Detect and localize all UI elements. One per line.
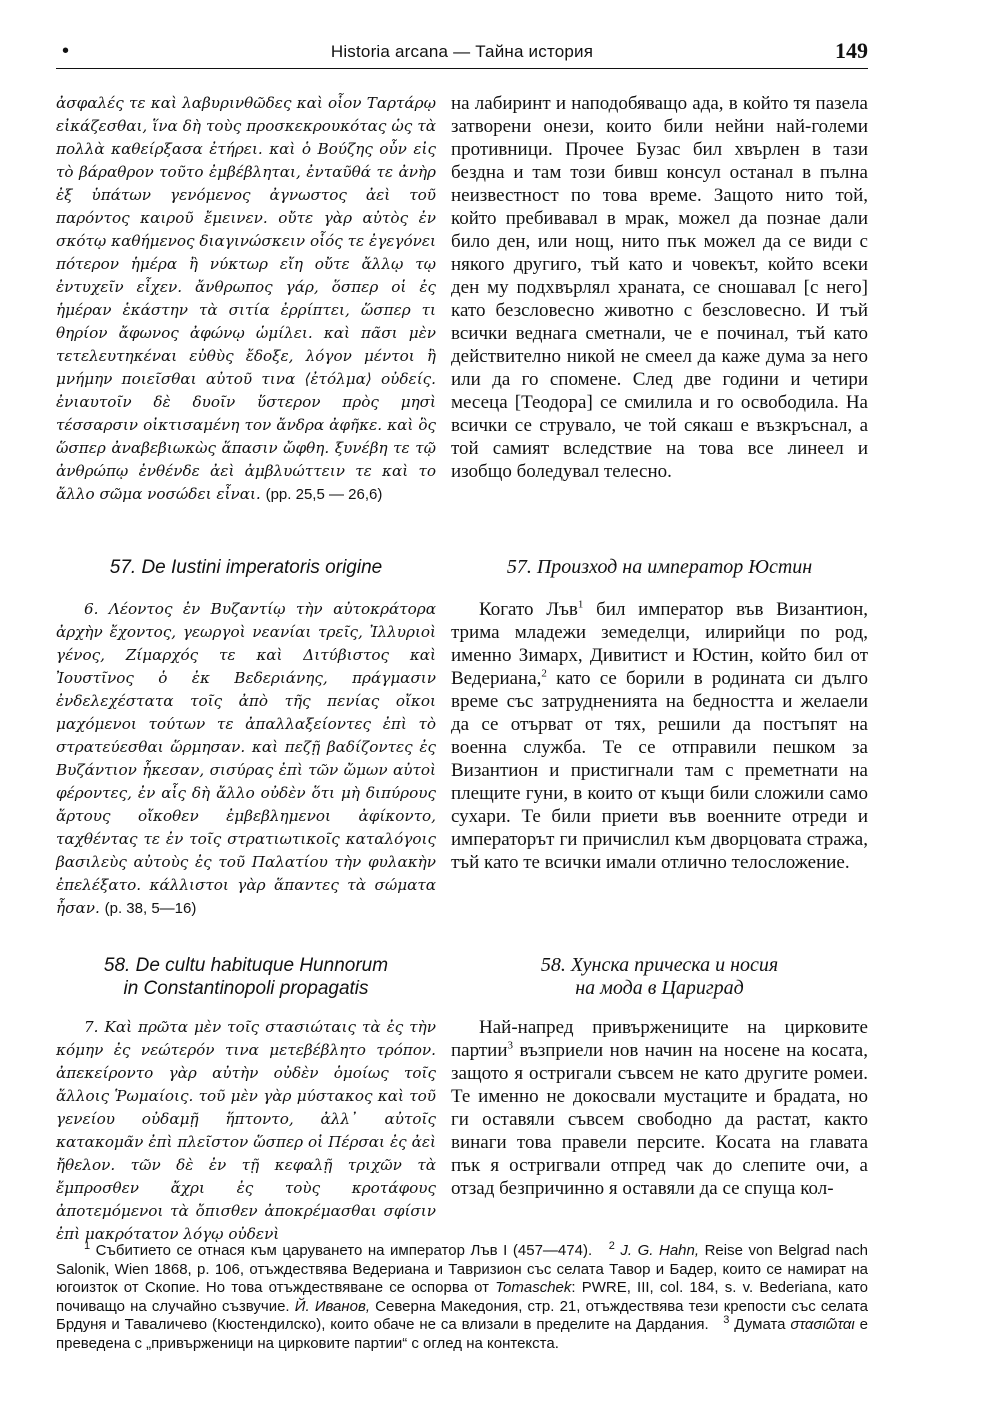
bulgarian-text: на лабиринт и наподобяващо ада, в който тя пазела затворени онези, които били нейни най-големи противници. Прочее Бузас бил хвърлен в тази бездна и там този бивш консул останал в пълна неизвестност по това време. Защото нито той, който пребивавал в мрак, можел да познае дали било ден, или нощ, нито пък можел да се види с някого другиго, тъй като и човекът, който всеки ден му подхвърлял храната, се сношавал [с него] като безсловесно животно с безсловесно. И тъй всички веднага сметнали, че е починал, тъй като действително никой не смеел да каже дума за него или да го спомене. След две години и четири месеца [Теодора] се смилила и го освободила. На всички се струвало, че той сякаш е възкръснал, а той самият вследствие на това все линеел и изобщо боледувал телесно. bbox=[451, 93, 868, 482]
bulgarian-paragraph-1 bbox=[451, 92, 868, 483]
header-title: Historia arcana — Тайна история bbox=[330, 42, 594, 61]
greek-text: ἀσφαλές τε καὶ λαβυρινθῶδες καὶ οἷον Ταρτάρῳ εἰκάζεσθαι, ἵνα δὴ τοὺς προσκεκρουκότας ὡς τὰ πολλὰ καθείρξασα ἐτήρει. καὶ ὁ Βούζης οὖν εἰς τὸ βάραθρον τοῦτο ἐμβέβληται, ἐνταῦθά τε ἀνὴρ ἐξ ὑπάτων γενόμενος ἀγνωστος ἀεὶ τοῦ παρόντος καιροῦ ἔμεινεν. οὔτε γὰρ αὐτὸς ἐν σκότῳ καθήμενος διαγινώσκειν οἷός τε ἐγεγόνει πότερον ἡμέρα ἢ νύκτωρ εἴη οὔτε ἄλλῳ τῳ ἐντυχεῖν εἶχεν. ἄνθρωπος γάρ, ὅσπερ οἱ ἐς ἡμέραν ἑκάστην τὰ σιτία ἐρρίπτει, ὥσπερ τι θηρίον ἄφωνος ἀφώνῳ ὡμίλει. καὶ πᾶσι μὲν τετελευτηκέναι εὐθὺς ἔδοξε, λόγον μέντοι ἢ μνήμην ποιεῖσθαι αὐτοῦ τινα ⟨ἐτόλμα⟩ οὐδείς. ἐνιαυτοῖν δὲ δυοῖν ὕστερον πρὸς μησὶ τέσσαρσιν οἰκτισαμένη τον ἄνδρα ἀφῆκε. καὶ ὃς ὥσπερ ἀναβεβιωκὼς ἅπασιν ὤφθη. ξυνέβη τε τῷ ἀνθρώπῳ ἐνθένδε ἀεὶ ἀμβλυώττειν τε καὶ το ἄλλο σῶμα νοσώδει εἶναι. bbox=[56, 94, 436, 503]
bulgarian-text: Когато Лъв bbox=[479, 599, 578, 620]
footnote-text: : PWRE, III, col. 184, s. v. Bederiana, като почиващо на случайно съзвучие. bbox=[56, 1279, 868, 1315]
heading-line: 58. De cultu habituque Hunnorum bbox=[103, 955, 389, 976]
section-57-bulgarian-heading: 57. Произход на император Юстин bbox=[506, 556, 813, 578]
footnote-ref-1[interactable]: 1 bbox=[577, 598, 584, 611]
page-number: 149 bbox=[835, 38, 868, 63]
section-57-latin-heading: 57. De Iustini imperatoris origine bbox=[109, 557, 383, 578]
footnote-ref-3[interactable]: 3 bbox=[507, 1039, 513, 1052]
bulgarian-section-58 bbox=[451, 1016, 868, 1200]
bulgarian-text: като се борили в родината си дълго време със затрудненията на бедността и желаели да се отърват от тях, решили да постъпят на военна служба. Те се отправили пешком за Византион и пристигнали там с преметнати на плещите гуни, в които от къщи били сложили само сухари. Те били приети във военните отреди и императорът ги причислил към дворцовата стража, тъй като те всички имали отлично телосложение. bbox=[451, 668, 868, 873]
section-58-bulgarian-heading bbox=[451, 954, 868, 1000]
heading-line: in Constantinopoli propagatis bbox=[123, 978, 369, 999]
bulgarian-text: възприели нов начин на носене на косата, защото я остригали съвсем не като другите ромеи. Те именно не докосвали мустаците и брадата, но ги оставяли съвсем свободно да растат, както винаги това правели персите. Косата на главата пък я остригвали отпред чак до слепите очи, а отзад безпричинно я оставяли да се спуща кол- bbox=[451, 1040, 868, 1199]
heading-line: на мода в Цариград bbox=[575, 977, 744, 999]
footnote-text: е преведена с „привърженици на цирковите партии“ с оглед на контекста. bbox=[56, 1316, 868, 1352]
greek-reference: (pp. 25,5 — 26,6) bbox=[265, 486, 383, 503]
footnote-text: Северна Македония, стр. 21, отъждествява тези крепости със селата Брдуня и Таваличево (Кюстендилско), които обаче не са влизали в пределите на Дардания. bbox=[56, 1297, 869, 1333]
greek-section-57 bbox=[56, 598, 436, 920]
heading-line: 58. Хунска прическа и носия bbox=[540, 954, 779, 976]
bulgarian-text: бил император във Византион, трима младежи земеделци, илирийци по род, именно Зимарх, Дивитист и Юстин, който бил от Ведериана, bbox=[451, 599, 869, 689]
footnote-mark-2: 2 bbox=[608, 1240, 615, 1252]
footnote-greek-word: στασιῶται bbox=[785, 1316, 855, 1333]
header-bullet: • bbox=[62, 40, 70, 62]
footnote-text: Думата bbox=[729, 1316, 786, 1333]
running-header bbox=[56, 38, 868, 69]
greek-reference: (p. 38, 5—16) bbox=[104, 900, 197, 917]
greek-section-58 bbox=[56, 1016, 436, 1246]
footnote-ref-2[interactable]: 2 bbox=[541, 667, 547, 680]
bulgarian-section-57 bbox=[451, 598, 868, 874]
greek-text: 6. Λέοντος ἐν Βυζαντίῳ τὴν αὐτοκράτορα ἀρχὴν ἔχοντος, γεωργοὶ νεανίαι τρεῖς, Ἰλλυριοὶ γένος, Ζίμαρχός τε καὶ Διτύβιστος καὶ Ἰουστῖνος ὁ ἐκ Βεδεριάνης, πράγμασιν ἐνδελεχέστατα τοῖς ἀπὸ τῆς πενίας οἴκοι μαχόμενοι τούτων τε ἀπαλλαξείοντες ἐπὶ τὸ στρατεύεσθαι ὥρμησαν. καὶ πεζῇ βαδίζοντες ἐς Βυζάντιον ἧκεσαν, σισύρας ἐπὶ τῶν ὤμων αὐτοὶ φέροντες, ἐν αἷς δὴ ἄλλο οὐδὲν ὅτι μὴ διπύρους ἄρτους οἴκοθεν ἐμβεβλημενοι ἀφίκοντο, ταχθέντας τε ἐν τοῖς στρατιωτικοῖς καταλόγοις βασιλεὺς αὐτοὺς ἐς τοῦ Παλατίου τὴν φυλακὴν ἐπελέξατο. κάλλιστοι γὰρ ἅπαντες τὰ σώματα ἦσαν. bbox=[56, 600, 436, 917]
footnote-author: Tomaschek bbox=[489, 1279, 572, 1296]
footnote-author: J. G. Hahn, bbox=[614, 1242, 700, 1259]
bulgarian-text: Най-напред привържениците на цирковите партии bbox=[451, 1017, 868, 1061]
footnote-mark-3: 3 bbox=[723, 1314, 730, 1326]
footnotes bbox=[56, 1242, 868, 1353]
section-58-latin-heading bbox=[56, 954, 436, 1000]
footnote-author: Й. Иванов, bbox=[289, 1297, 370, 1315]
footnote-text: Reise von Belgrad nach Salonik, Wien 1868, p. 106, отъждествява Ведериана и Тавризион със селата Тавор и Бадер, които се намират на югоизток от Скопие. Но това отъждествяване се оспорва от bbox=[56, 1242, 868, 1296]
greek-text: 7. Καὶ πρῶτα μὲν τοῖς στασιώταις τὰ ἐς τὴν κόμην ἐς νεώτερόν τινα μετεβέβλητο τρόπον. ἀπεκείροντο γὰρ αὐτὴν οὐδὲν ὁμοίως τοῖς ἄλλοις Ῥωμαίοις. τοῦ μὲν γὰρ μύστακος καὶ τοῦ γενείου οὐδαμῇ ἥπτοντο, ἀλλ᾽ αὐτοῖς κατακομᾶν ἐπὶ πλεῖστον ὥσπερ οἱ Πέρσαι ἐς ἀεὶ ἤθελον. τῶν δὲ ἐν τῇ κεφαλῇ τριχῶν τὰ ἔμπροσθεν ἄχρι ἐς τοὺς κροτάφους ἀποτεμόμενοι τὰ ὄπισθεν ἀποκρέμασθαι σφίσιν ἐπὶ μακρότατον λόγῳ οὐδενὶ bbox=[56, 1018, 436, 1243]
greek-paragraph-1 bbox=[56, 92, 436, 506]
footnote-mark-1: 1 bbox=[84, 1240, 91, 1252]
footnote-text: Събитието се отнася към царуването на император Лъв I (457—474). bbox=[90, 1242, 593, 1259]
